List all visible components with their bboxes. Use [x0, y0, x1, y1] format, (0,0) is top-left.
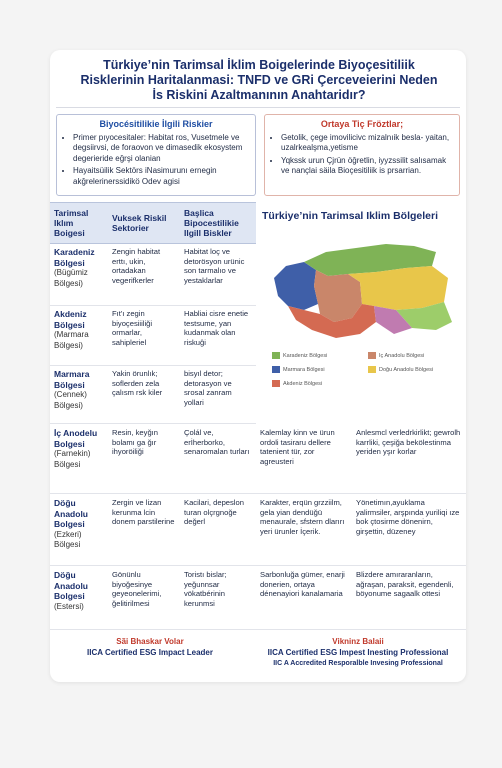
- region-sub: (Cennek) Bölgesi): [54, 390, 87, 410]
- emerging-factors-list: [271, 133, 453, 177]
- title-line-2: Risklerinin Haritalanmasi: TNFD ve GRi Çerceveierini Neden: [80, 73, 438, 87]
- biodiversity-risks-heading: Biyocésitilikie İlgili Riskier: [99, 119, 213, 129]
- author-right-name: Vikninz Balaii: [332, 637, 384, 646]
- region-sub: (Marmara Bölgesi): [54, 330, 89, 350]
- legend-swatch: [272, 380, 280, 387]
- title-line-3: İs Riskini Azaltmanının Anahtaridır?: [152, 88, 366, 102]
- table-row: [50, 244, 256, 306]
- legend-label: Iç Anadolu Bölgesi: [379, 352, 425, 359]
- legend-item: [272, 352, 327, 359]
- legend-swatch: [272, 366, 280, 373]
- legend-swatch: [272, 352, 280, 359]
- region-sectors: Gönünlu biyoğesinye geyeonelerimi, ğelitirilmesi: [112, 570, 162, 608]
- region-risks: Habliai cisre enetie testsume, yan kudanmak olan riskuĝi: [184, 309, 249, 347]
- region-name: Döğu Anadolu Bolgesi (Ezkeri) Bölgesi: [50, 498, 108, 565]
- region-name: Döğu Anadolu Bolgesi (Estersi): [50, 570, 108, 629]
- legend-item: [368, 352, 424, 359]
- list-item: • Primer pıyocesitaler: Habitat ros, Vusetmele ve degsiirvsi, de foraovon ve dimasedik ekosystem degerieride eğrşi olanian: [73, 133, 249, 165]
- author-right-credential: IICA Certified ESG Impest Inesting Professional: [267, 648, 449, 657]
- emerging-factors-heading: Ortaya Tiç Fröztlar;: [320, 119, 404, 129]
- footer: [50, 636, 466, 669]
- region-sub: (Farnekin) Bölgesi: [54, 449, 91, 469]
- title-divider: [56, 107, 460, 108]
- list-item: • Getolik, çege imovilicivc mizalnıik besla- yaitan, uzalrkealşma,yetisme: [281, 133, 453, 154]
- legend-label: Doğu Anadolu Bölgesi: [379, 366, 434, 373]
- region-risks: Toristı bislar; yeğunnsar vökatbérinin kerunmsi: [184, 570, 227, 608]
- region-table: [50, 202, 256, 424]
- region-sectors: Resin, keyğın bolamı ga ğır ihyoröiliği: [112, 428, 159, 456]
- region-name: Marmara Bölgesi (Cennek) Bölgesi): [50, 369, 108, 423]
- region-risks: Kacilari, depeslon turan olçrgnoğe değerl: [184, 498, 244, 526]
- lower-table: [50, 424, 466, 630]
- legend-label: Akdeniz Bölgesi: [283, 380, 323, 387]
- region-risks: Habitat loç ve detorösyon urünic son tarmalıo ve yestaklarlar: [184, 247, 245, 285]
- region-name: Karadeniz Bölgesi (Bügümiz Bölgesi): [50, 247, 108, 305]
- legend-item: [272, 366, 325, 373]
- author-right-credential-2: IIC A Accredited Resporalble Invesing Professional: [273, 660, 443, 667]
- region-sectors: Zengin habitat erttı, ukin, ortadakan vegerifkerler: [112, 247, 161, 285]
- top-boxes: [56, 114, 460, 196]
- infographic-card: [50, 50, 466, 682]
- turkey-region-map: [256, 226, 466, 366]
- region-name: Akdeniz Bölgesi (Marmara Bölgesi): [50, 309, 108, 365]
- author-left-name: Sãi Bhaskar Volar: [116, 637, 184, 646]
- table-row: [50, 306, 256, 366]
- table-row: [50, 494, 466, 566]
- map-title: Türkiye’nin Tarimsal Iklim Bölgeleri: [262, 210, 439, 222]
- region-name: İç Anodelu Bolgesi (Farnekin) Bölgesi: [50, 428, 108, 493]
- region-sectors: Yakin örunlık; soflerden zela çalısm rsk kiler: [112, 369, 163, 397]
- map-panel: [256, 202, 466, 424]
- region-impacts: Kalemlay kinn ve ürun ordoli tasiraru dellere tatenient tür, zor agreusteri: [260, 428, 335, 466]
- region-sub: (Bügümiz Bölgesi): [54, 268, 88, 288]
- legend-swatch: [368, 352, 376, 359]
- region-sub: (Ezkeri) Bölgesi: [54, 529, 82, 549]
- region-mitigation: Blizdere amıraranların, ağraşan, paraksit, egendenli, böyonume sagaalk ottesi: [356, 570, 454, 598]
- legend-swatch: [368, 366, 376, 373]
- author-right: [250, 636, 466, 669]
- region-risks: Çolál ve, erİherborko, senaromalan turları: [184, 428, 250, 456]
- legend-item: [272, 380, 322, 387]
- legend-label: Marmara Bölgesi: [283, 366, 325, 373]
- region-impacts: Sarbonluğa gümer, enarji donerien, ortaya dénenayiori kanalamaria: [260, 570, 345, 598]
- table-row: [50, 566, 466, 630]
- region-mitigation: Anlesmcl verledrkirlikt; gewrolh karrliki, çeşiğa bekölestinma yeriden yşır korlar: [356, 428, 461, 456]
- list-item: • Hayaitsüilik Sektörs iNasimurunı ernegin akğrelerinerssidikö Odev agisi: [73, 166, 249, 187]
- header-sectors: Vuksek Riskil Sektorier: [112, 213, 167, 233]
- emerging-factors-box: [264, 114, 460, 196]
- legend-item: [368, 366, 433, 373]
- biodiversity-risks-list: [63, 133, 249, 188]
- region-risks: bisyıl detor; detorasyon ve srosal zanram yollari: [184, 369, 232, 407]
- legend-label: Karadeniz Bölgesi: [283, 352, 328, 359]
- header-region: Tarimsal Iklım Boigesi: [54, 208, 89, 238]
- biodiversity-risks-box: [56, 114, 256, 196]
- region-impacts: Karakter, erqün grzziilm, gela yian dendüğü menaurale, sfstern dlarırı yeri ürunler İçerik.: [260, 498, 345, 536]
- region-sub: (Estersi): [54, 601, 84, 611]
- region-marmara: [274, 262, 318, 310]
- middle-section: [50, 202, 466, 424]
- header-risks: Başlica Bipocestilikie Ilgill Biskler: [184, 208, 239, 238]
- table-header: [50, 202, 256, 244]
- author-left-credential: IICA Certified ESG Impact Leader: [87, 648, 213, 657]
- region-mitigation: Yönetimın,ayuklama yalirmsiler, arşpında yuriliqi ıze bok çtosirme dönenirn, girşettin, düzeney: [356, 498, 460, 536]
- region-sectors: Fıt'ı zegin biyoçesiiiliği ormarlar, sahipleriel: [112, 309, 153, 347]
- region-sectors: Zergin ve lizan kerunma lcin donem parstilerine: [112, 498, 175, 526]
- table-row: [50, 424, 466, 494]
- author-left: [50, 636, 250, 669]
- list-item: • Yqkssk urun Çjrün öğretlin, iyyzssilit salısamak ve nançlai säila Bioçesitiliik is prsarrian.: [281, 156, 453, 177]
- table-row: [50, 366, 256, 424]
- page-title: [58, 58, 460, 103]
- title-line-1: Türkiye’nin Tarimsal İklim Boigelerinde Biyoçesitiliik: [103, 58, 415, 72]
